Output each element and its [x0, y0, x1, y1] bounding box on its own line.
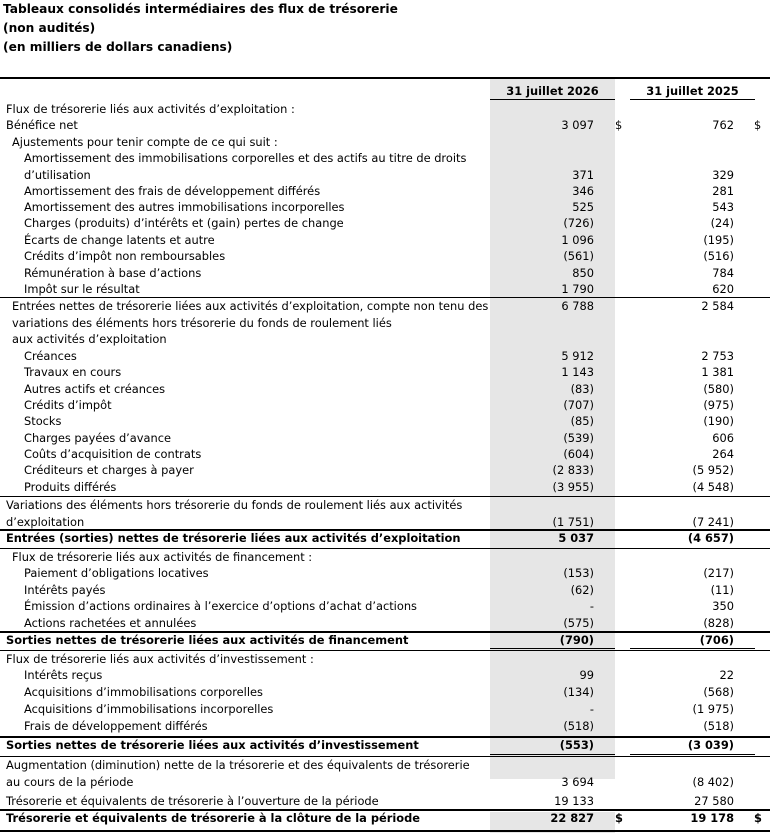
value-2026: (1 751) [552, 514, 594, 529]
value-2025: (4 657) [687, 531, 734, 545]
row-label: Intérêts payés [24, 583, 106, 597]
table-row [0, 701, 770, 718]
table-row [0, 150, 770, 183]
table-row [0, 381, 770, 398]
statement-title: Tableaux consolidés intermédiaires des flux de trésorerie [3, 2, 398, 16]
table-row [0, 632, 770, 649]
value-2025: (217) [703, 566, 734, 580]
table-row [0, 298, 770, 348]
row-label: Ajustements pour tenir compte de ce qui suit : [12, 135, 278, 149]
value-2025: (190) [703, 414, 734, 428]
subtotal-rule [490, 648, 615, 649]
value-2026: 371 [572, 167, 594, 182]
value-2025: (195) [703, 233, 734, 247]
value-2026: 1 790 [561, 282, 594, 296]
subtotal-rule [490, 297, 615, 298]
value-2026: (153) [563, 566, 594, 580]
value-2025: 2 584 [701, 299, 734, 313]
value-2025: 1 381 [701, 365, 734, 379]
value-2025: 281 [712, 184, 734, 198]
table-row [0, 248, 770, 265]
value-2025: (580) [703, 382, 734, 396]
value-2025: 19 178 [690, 811, 734, 825]
column-header-underline-2025 [630, 99, 755, 100]
value-2026: (3 955) [552, 480, 594, 494]
table-row [0, 215, 770, 232]
currency-symbol-2025: $ [754, 118, 762, 132]
row-separator [0, 809, 770, 811]
table-row [0, 413, 770, 430]
row-label: Coûts d’acquisition de contrats [24, 447, 202, 461]
value-2026: (604) [563, 447, 594, 461]
value-2025: (706) [699, 633, 734, 647]
table-row [0, 615, 770, 632]
value-2026: (2 833) [552, 463, 594, 477]
value-2026: 19 133 [554, 794, 594, 808]
table-row [0, 810, 770, 827]
row-label: Créditeurs et charges à payer [24, 463, 194, 477]
row-label: Sorties nettes de trésorerie liées aux activités d’investissement [6, 738, 419, 752]
value-2026: (539) [563, 431, 594, 445]
row-label-continued: d’exploitation [6, 514, 85, 529]
value-2026: 1 143 [561, 365, 594, 379]
value-2026: 5 037 [558, 531, 594, 545]
row-label: Entrées nettes de trésorerie liées aux activités d’exploitation, compte non tenu des [12, 299, 489, 313]
value-2025: (3 039) [687, 738, 734, 752]
table-row [0, 479, 770, 496]
value-2026: 99 [579, 668, 594, 682]
value-2026: (726) [563, 216, 594, 230]
row-label: Flux de trésorerie liés aux activités d’investissement : [6, 652, 314, 666]
subtotal-rule [490, 754, 615, 755]
row-separator [0, 548, 770, 549]
row-label: Acquisitions d’immobilisations incorporelles [24, 702, 274, 716]
row-label: Acquisitions d’immobilisations corporelles [24, 685, 263, 699]
row-label: Crédits d’impôt [24, 398, 112, 412]
subtotal-rule [630, 754, 755, 755]
value-2025: 350 [712, 599, 734, 613]
row-label: Émission d’actions ordinaires à l’exercice d’options d’achat d’actions [24, 599, 417, 613]
table-row [0, 348, 770, 365]
value-2025: 22 [719, 668, 734, 682]
row-label: Flux de trésorerie liés aux activités d’exploitation : [6, 102, 295, 116]
table-row [0, 757, 770, 790]
value-2026: 5 912 [561, 349, 594, 363]
row-label: Stocks [24, 414, 62, 428]
value-2026: (561) [563, 249, 594, 263]
value-2026: (518) [563, 719, 594, 733]
value-2026: (575) [563, 616, 594, 630]
table-row [0, 497, 770, 530]
value-2025: (24) [710, 216, 734, 230]
value-2026: (85) [570, 414, 594, 428]
value-2026: (707) [563, 398, 594, 412]
table-row [0, 793, 770, 810]
currency-symbol-2026: $ [615, 811, 623, 825]
value-2025: 2 753 [701, 349, 734, 363]
table-row [0, 530, 770, 547]
value-2026: - [589, 599, 594, 613]
value-2026: (62) [570, 583, 594, 597]
table-row [0, 446, 770, 463]
table-row [0, 462, 770, 479]
row-label: Intérêts reçus [24, 668, 103, 682]
table-row [0, 183, 770, 200]
row-label: Augmentation (diminution) nette de la trésorerie et des équivalents de trésorerie [6, 758, 470, 772]
table-row [0, 582, 770, 599]
column-header-2025: 31 juillet 2025 [646, 84, 739, 98]
value-2026: 6 788 [561, 299, 594, 313]
value-2025: 606 [712, 431, 734, 445]
row-label: Flux de trésorerie liés aux activités de financement : [12, 550, 313, 564]
table-row [0, 651, 770, 668]
row-label: Trésorerie et équivalents de trésorerie à la clôture de la période [6, 811, 420, 825]
table-row [0, 101, 770, 118]
value-2025: (7 241) [692, 514, 734, 529]
column-header-2026: 31 juillet 2026 [506, 84, 599, 98]
row-label: Actions rachetées et annulées [24, 616, 197, 630]
table-row [0, 549, 770, 566]
value-2025: (975) [703, 398, 734, 412]
value-2026: 1 096 [561, 233, 594, 247]
row-label: Amortissement des frais de développement différés [24, 184, 321, 198]
row-label-continued: aux activités d’exploitation [12, 332, 167, 346]
subtotal-rule [490, 496, 615, 497]
value-2025: (8 402) [692, 774, 734, 789]
currency-symbol-2026: $ [615, 118, 623, 132]
row-label: Créances [24, 349, 77, 363]
table-row [0, 199, 770, 216]
row-label: Sorties nettes de trésorerie liées aux activités de financement [6, 633, 409, 647]
row-label: Variations des éléments hors trésorerie du fonds de roulement liés aux activités [6, 498, 463, 512]
table-row [0, 565, 770, 582]
value-2025: (11) [710, 583, 734, 597]
value-2025: 264 [712, 447, 734, 461]
value-2026: 22 827 [550, 811, 594, 825]
table-row [0, 737, 770, 754]
row-separator [0, 756, 770, 757]
value-2025: (4 548) [692, 480, 734, 494]
row-separator [0, 736, 770, 738]
table-row [0, 598, 770, 615]
row-label: Crédits d’impôt non remboursables [24, 249, 226, 263]
row-label: Produits différés [24, 480, 117, 494]
value-2025: 329 [712, 167, 734, 182]
row-label: Travaux en cours [24, 365, 122, 379]
row-label: Autres actifs et créances [24, 382, 166, 396]
table-row [0, 232, 770, 249]
value-2026: (553) [559, 738, 594, 752]
table-row [0, 684, 770, 701]
table-row [0, 134, 770, 151]
row-label: Bénéfice net [6, 118, 78, 132]
row-label: Trésorerie et équivalents de trésorerie à l’ouverture de la période [6, 794, 379, 808]
column-header-underline-2026 [490, 99, 615, 100]
row-separator [0, 631, 770, 633]
value-2026: 3 097 [561, 118, 594, 132]
row-label: Impôt sur le résultat [24, 282, 140, 296]
value-2026: (134) [563, 685, 594, 699]
table-row [0, 667, 770, 684]
value-2025: (828) [703, 616, 734, 630]
value-2025: 620 [712, 282, 734, 296]
table-row [0, 430, 770, 447]
row-label-continued: d’utilisation [24, 167, 91, 182]
statement-subtitle-units: (en milliers de dollars canadiens) [3, 40, 233, 54]
table-row [0, 265, 770, 282]
value-2026: (790) [559, 633, 594, 647]
table-row [0, 117, 770, 134]
currency-symbol-2025: $ [754, 811, 762, 825]
row-label: Écarts de change latents et autre [24, 233, 215, 247]
value-2026: (83) [570, 382, 594, 396]
row-label-continued: au cours de la période [6, 774, 134, 789]
table-row [0, 718, 770, 735]
value-2026: 525 [572, 200, 594, 214]
value-2025: (568) [703, 685, 734, 699]
subtotal-rule [630, 297, 755, 298]
table-row [0, 364, 770, 381]
row-label: Frais de développement différés [24, 719, 208, 733]
value-2025: 762 [712, 118, 734, 132]
row-separator [0, 650, 770, 651]
row-label: Paiement d’obligations locatives [24, 566, 209, 580]
row-label: Charges (produits) d’intérêts et (gain) pertes de change [24, 216, 344, 230]
row-separator [0, 529, 770, 531]
subtotal-rule [630, 496, 755, 497]
value-2026: 3 694 [561, 774, 594, 789]
value-2026: 346 [572, 184, 594, 198]
header-rule [0, 77, 770, 79]
value-2025: 27 580 [694, 794, 734, 808]
row-label-continued: variations des éléments hors trésorerie du fonds de roulement liés [12, 315, 392, 330]
value-2026: - [589, 702, 594, 716]
value-2025: (5 952) [692, 463, 734, 477]
table-row [0, 397, 770, 414]
value-2025: (516) [703, 249, 734, 263]
value-2025: (1 975) [692, 702, 734, 716]
value-2025: 784 [712, 266, 734, 280]
value-2026: 850 [572, 266, 594, 280]
value-2025: 543 [712, 200, 734, 214]
row-label: Rémunération à base d’actions [24, 266, 202, 280]
statement-subtitle-unaudited: (non audités) [3, 21, 96, 35]
table-row [0, 281, 770, 298]
total-double-rule [0, 830, 770, 832]
row-label: Amortissement des immobilisations corporelles et des actifs au titre de droits [24, 151, 467, 165]
value-2025: (518) [703, 719, 734, 733]
row-label: Amortissement des autres immobilisations incorporelles [24, 200, 345, 214]
row-label: Entrées (sorties) nettes de trésorerie liées aux activités d’exploitation [6, 531, 461, 545]
row-label: Charges payées d’avance [24, 431, 171, 445]
subtotal-rule [630, 648, 755, 649]
